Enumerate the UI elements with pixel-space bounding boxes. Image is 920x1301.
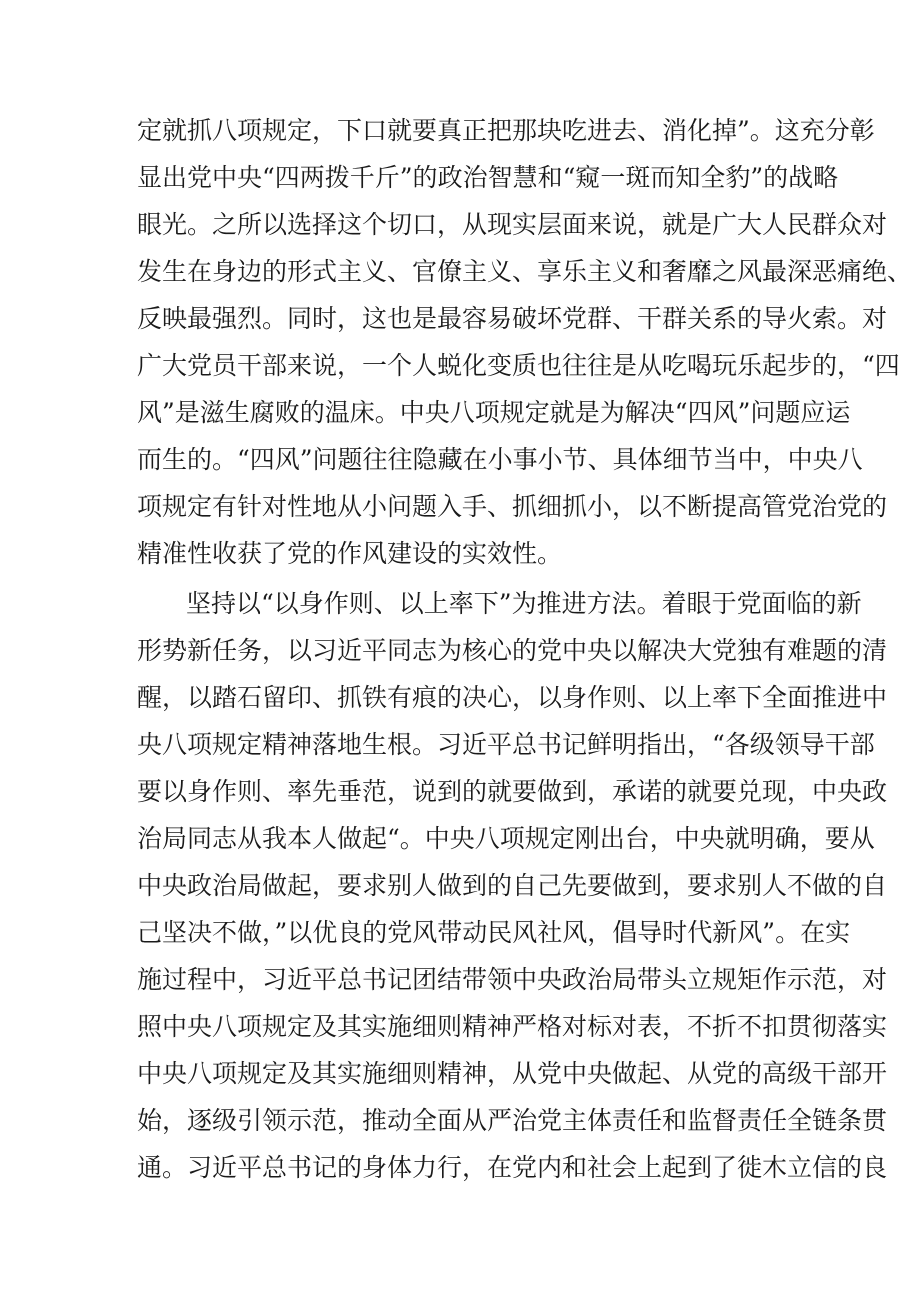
text-line: 发生在身边的形式主义、官僚主义、享乐主义和奢靡之风最深恶痛绝、: [137, 257, 913, 286]
text-line: 眼光。之所以选择这个切口，从现实层面来说，就是广大人民群众对: [137, 210, 888, 239]
text-line: 风”是滋生腐败的温床。中央八项规定就是为解决“四风”问题应运: [137, 398, 851, 427]
text-line: 精准性收获了党的作风建设的实效性。: [137, 539, 563, 568]
text-line: 项规定有针对性地从小问题入手、抓细抓小，以不断提高管党治党的: [137, 492, 888, 521]
text-line: 照中央八项规定及其实施细则精神严格对标对表，不折不扣贯彻落实: [137, 1012, 888, 1041]
text-line: 定就抓八项规定，下口就要真正把那块吃进去、消化掉”。这充分彰: [137, 116, 875, 145]
text-line: 治局同志从我本人做起“。中央八项规定刚出台，中央就明确，要从: [137, 824, 875, 853]
text-line: 反映最强烈。同时，这也是最容易破坏党群、干群关系的导火索。对: [137, 304, 888, 333]
text-line: 央八项规定精神落地生根。习近平总书记鲜明指出，“各级领导干部: [137, 730, 875, 759]
text-line: 显出党中央“四两拨千斤”的政治智慧和“窥一斑而知全豹”的战略: [137, 163, 839, 192]
text-line: 施过程中，习近平总书记团结带领中央政治局带头立规矩作示范，对: [137, 965, 888, 994]
text-line: 广大党员干部来说，一个人蜕化变质也往往是从吃喝玩乐起步的，“四: [137, 351, 900, 380]
text-line: 而生的。“四风”问题往往隐藏在小事小节、具体细节当中，中央八: [137, 445, 863, 474]
text-line: 己坚决不做，”以优良的党风带动民风社风，倡导时代新风”。在实: [137, 918, 851, 947]
text-line: 要以身作则、率先垂范，说到的就要做到，承诺的就要兑现，中央政: [137, 777, 888, 806]
text-line: 中央八项规定及其实施细则精神，从党中央做起、从党的高级干部开: [137, 1059, 888, 1088]
text-line: 通。习近平总书记的身体力行，在党内和社会上起到了徙木立信的良: [137, 1153, 888, 1182]
text-line: 始，逐级引领示范，推动全面从严治党主体责任和监督责任全链条贯: [137, 1106, 888, 1135]
text-line: 坚持以“以身作则、以上率下”为推进方法。着眼于党面临的新: [186, 589, 862, 618]
text-line: 醒，以踏石留印、抓铁有痕的决心，以身作则、以上率下全面推进中: [137, 683, 888, 712]
text-line: 中央政治局做起，要求别人做到的自己先要做到，要求别人不做的自: [137, 871, 888, 900]
text-line: 形势新任务，以习近平同志为核心的党中央以解决大党独有难题的清: [137, 636, 888, 665]
